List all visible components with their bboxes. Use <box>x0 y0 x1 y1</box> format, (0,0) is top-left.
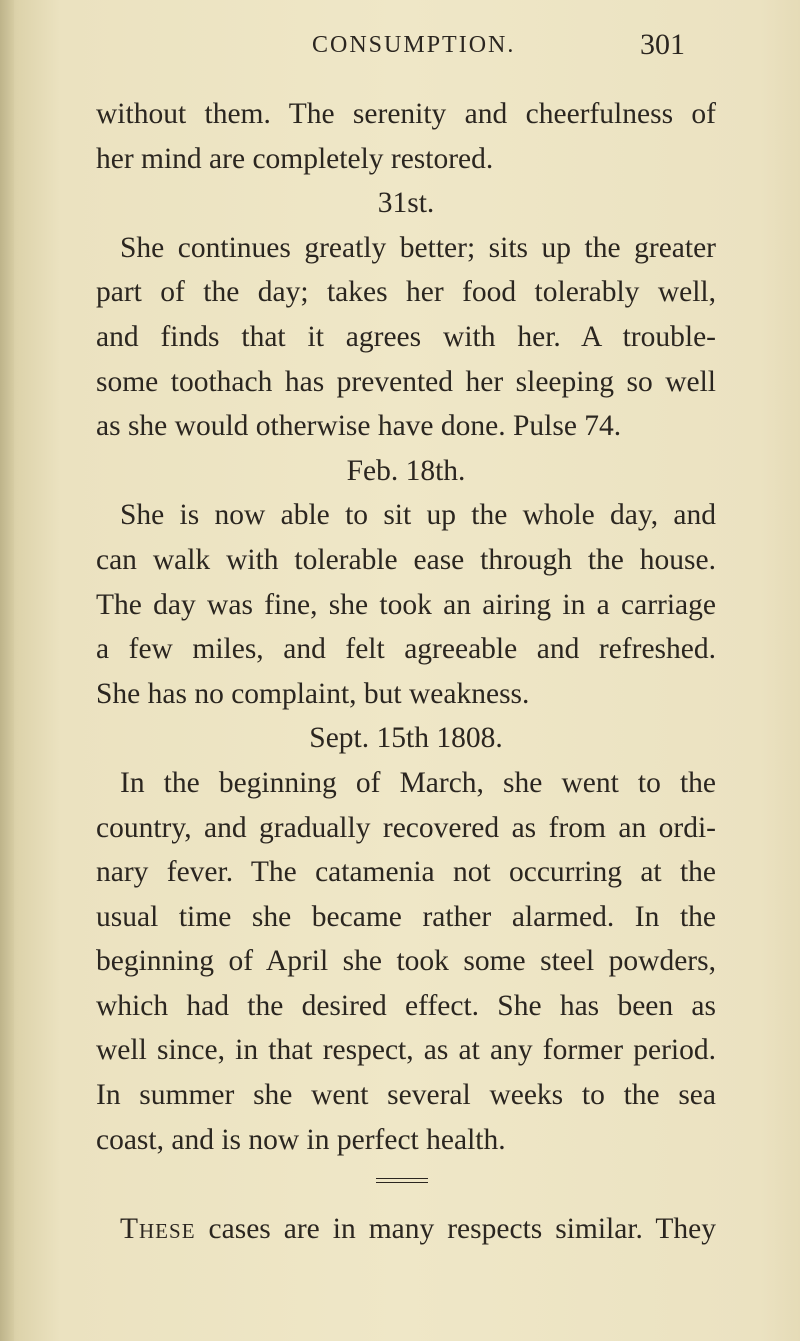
text-line <box>96 1207 716 1252</box>
text-line: coast, and is now in perfect health. <box>96 1123 506 1156</box>
text-line-rest: cases are in many respects similar. They <box>195 1212 716 1245</box>
entry-date: Feb. 18th. <box>346 454 466 487</box>
text-line: The day was fine, she took an airing in a carriage <box>96 588 716 621</box>
page-number: 301 <box>640 28 685 61</box>
entry-date: 31st. <box>377 187 435 220</box>
text-line: She continues greatly better; sits up the greater <box>120 231 716 264</box>
entry-date: Sept. 15th 1808. <box>309 722 503 755</box>
text-line: well since, in that respect, as at any former period. <box>96 1034 716 1067</box>
text-line: some toothach has prevented her sleeping so well <box>96 365 716 398</box>
text-line: as she would otherwise have done. Pulse 74. <box>96 410 622 443</box>
text-line: In the beginning of March, she went to the <box>120 766 716 799</box>
text-line: She has no complaint, but weakness. <box>96 677 530 710</box>
text-line: her mind are completely restored. <box>96 142 494 175</box>
section-divider <box>96 1162 716 1207</box>
text-line: part of the day; takes her food tolerably well, <box>96 276 716 309</box>
text-line: can walk with tolerable ease through the house. <box>96 543 716 576</box>
text-line: and finds that it agrees with her. A trouble- <box>96 320 716 353</box>
small-caps-word: These <box>120 1212 196 1245</box>
text-line: without them. The serenity and cheerfulness of <box>96 98 716 130</box>
running-title: CONSUMPTION. <box>312 32 516 58</box>
body-text <box>96 92 716 1251</box>
double-rule <box>376 1178 428 1183</box>
text-line: usual time she became rather alarmed. In the <box>96 900 716 933</box>
page-header <box>0 28 800 68</box>
text-line: country, and gradually recovered as from an ordi- <box>96 811 716 844</box>
page-gutter <box>0 0 14 1341</box>
text-line: nary fever. The catamenia not occurring at the <box>96 856 716 889</box>
text-line: a few miles, and felt agreeable and refreshed. <box>96 633 716 666</box>
text-line: beginning of April she took some steel powders, <box>96 945 716 978</box>
text-line: which had the desired effect. She has been as <box>96 989 716 1022</box>
text-line: She is now able to sit up the whole day, and <box>120 499 716 532</box>
text-line: In summer she went several weeks to the sea <box>96 1079 716 1112</box>
